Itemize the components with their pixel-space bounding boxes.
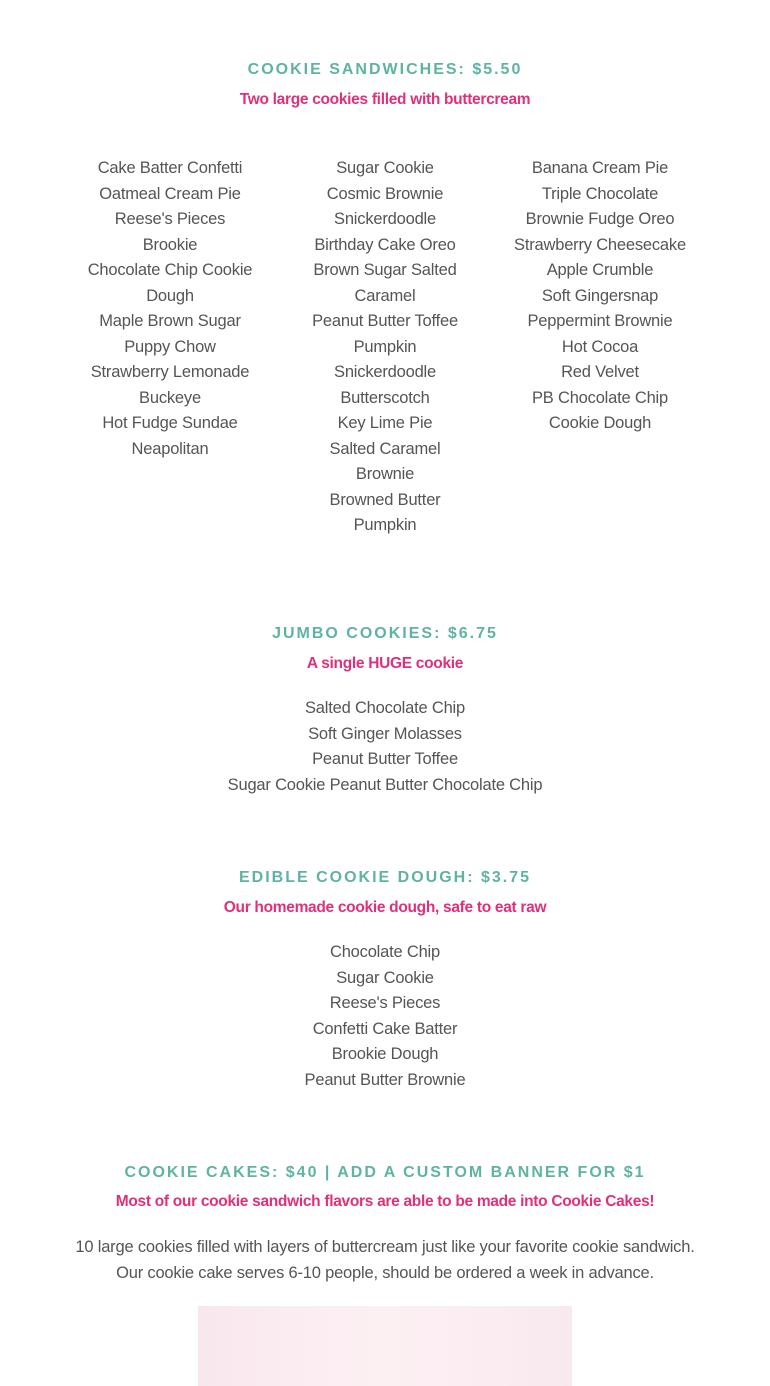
- flavor-item: Banana Cream Pie: [531, 159, 669, 177]
- cookie-cakes-section: [0, 1163, 770, 1286]
- flavor-item: Reese's Pieces: [114, 210, 226, 228]
- flavor-item: Neapolitan: [131, 439, 209, 458]
- flavor-item: Strawberry Cheesecake: [514, 235, 686, 254]
- flavor-item: Cake Batter Confetti: [97, 159, 243, 177]
- flavor-item: Brown Sugar Salted Caramel: [313, 261, 457, 305]
- flavor-item: Peanut Butter Toffee: [312, 312, 458, 330]
- flavor-item: Confetti Cake Batter: [312, 1019, 458, 1038]
- flavor-item: Cookie Dough: [548, 414, 652, 432]
- flavor-item: Puppy Chow: [124, 337, 216, 356]
- flavor-item: Salted Chocolate Chip: [305, 699, 465, 717]
- cookie-dough-section: [0, 868, 770, 1093]
- flavor-item: Maple Brown Sugar: [99, 312, 241, 330]
- flavor-column: [510, 156, 690, 539]
- flavor-item: Peanut Butter Toffee: [312, 750, 458, 768]
- section-description: 10 large cookies filled with layers of buttercream just like your favorite cookie sandwich. Our cookie cake serves 6-10 people, should be ordered a week in advance.: [75, 1238, 695, 1282]
- flavor-item: Peppermint Brownie: [527, 312, 673, 330]
- flavor-columns: [80, 156, 690, 539]
- flavor-item: Pumpkin: [353, 516, 417, 534]
- flavor-item: PB Chocolate Chip: [531, 388, 668, 407]
- flavor-item: Strawberry Lemonade: [90, 363, 250, 381]
- flavor-item: Buckeye: [139, 388, 201, 407]
- flavor-item: Snickerdoodle: [334, 210, 436, 228]
- cookie-sandwiches-section: [0, 60, 770, 534]
- flavor-column: [295, 156, 475, 539]
- flavor-item: Cosmic Brownie: [326, 184, 444, 203]
- section-subtitle: Most of our cookie sandwich flavors are able to be made into Cookie Cakes!: [115, 1193, 655, 1210]
- section-title: COOKIE CAKES: $40 | ADD A CUSTOM BANNER FOR $1: [124, 1164, 646, 1181]
- flavor-item: Oatmeal Cream Pie: [99, 184, 241, 203]
- section-subtitle: Two large cookies filled with buttercream: [239, 91, 531, 108]
- flavor-item: Browned Butter: [329, 490, 441, 509]
- flavor-item: Red Velvet: [561, 363, 639, 381]
- cookie-cake-image: [198, 1306, 572, 1386]
- section-title: COOKIE SANDWICHES: $5.50: [247, 61, 523, 78]
- flavor-item: Soft Ginger Molasses: [308, 724, 462, 743]
- flavor-item: Hot Cocoa: [561, 337, 639, 356]
- flavor-column: [80, 156, 260, 539]
- flavor-list: [0, 940, 770, 1093]
- section-title: EDIBLE COOKIE DOUGH: $3.75: [238, 869, 532, 886]
- flavor-item: Peanut Butter Brownie: [304, 1070, 466, 1089]
- flavor-item: Sugar Cookie: [336, 968, 434, 987]
- flavor-item: Pumpkin: [353, 337, 417, 356]
- flavor-item: Chocolate Chip: [329, 943, 441, 961]
- section-subtitle: A single HUGE cookie: [306, 655, 464, 672]
- flavor-item: Brookie Dough: [331, 1045, 439, 1063]
- flavor-item: Soft Gingersnap: [541, 286, 659, 305]
- flavor-item: Sugar Cookie: [336, 159, 434, 177]
- flavor-item: Triple Chocolate: [541, 184, 659, 203]
- flavor-item: Butterscotch: [340, 388, 430, 407]
- flavor-item: Brownie Fudge Oreo: [525, 210, 675, 228]
- section-title: JUMBO COOKIES: $6.75: [272, 625, 498, 642]
- flavor-item: Brookie: [142, 235, 198, 254]
- flavor-item: Sugar Cookie Peanut Butter Chocolate Chip: [227, 775, 543, 794]
- flavor-item: Hot Fudge Sundae: [102, 414, 238, 432]
- flavor-item: Chocolate Chip Cookie Dough: [87, 261, 253, 305]
- flavor-list: [0, 696, 770, 798]
- flavor-item: Birthday Cake Oreo: [314, 235, 456, 254]
- flavor-item: Apple Crumble: [546, 261, 654, 279]
- flavor-item: Salted Caramel Brownie: [329, 439, 441, 483]
- flavor-item: Key Lime Pie: [337, 414, 433, 432]
- section-subtitle: Our homemade cookie dough, safe to eat raw: [223, 899, 547, 916]
- flavor-item: Snickerdoodle: [334, 363, 436, 381]
- flavor-item: Reese's Pieces: [329, 994, 441, 1012]
- jumbo-cookies-section: [0, 624, 770, 798]
